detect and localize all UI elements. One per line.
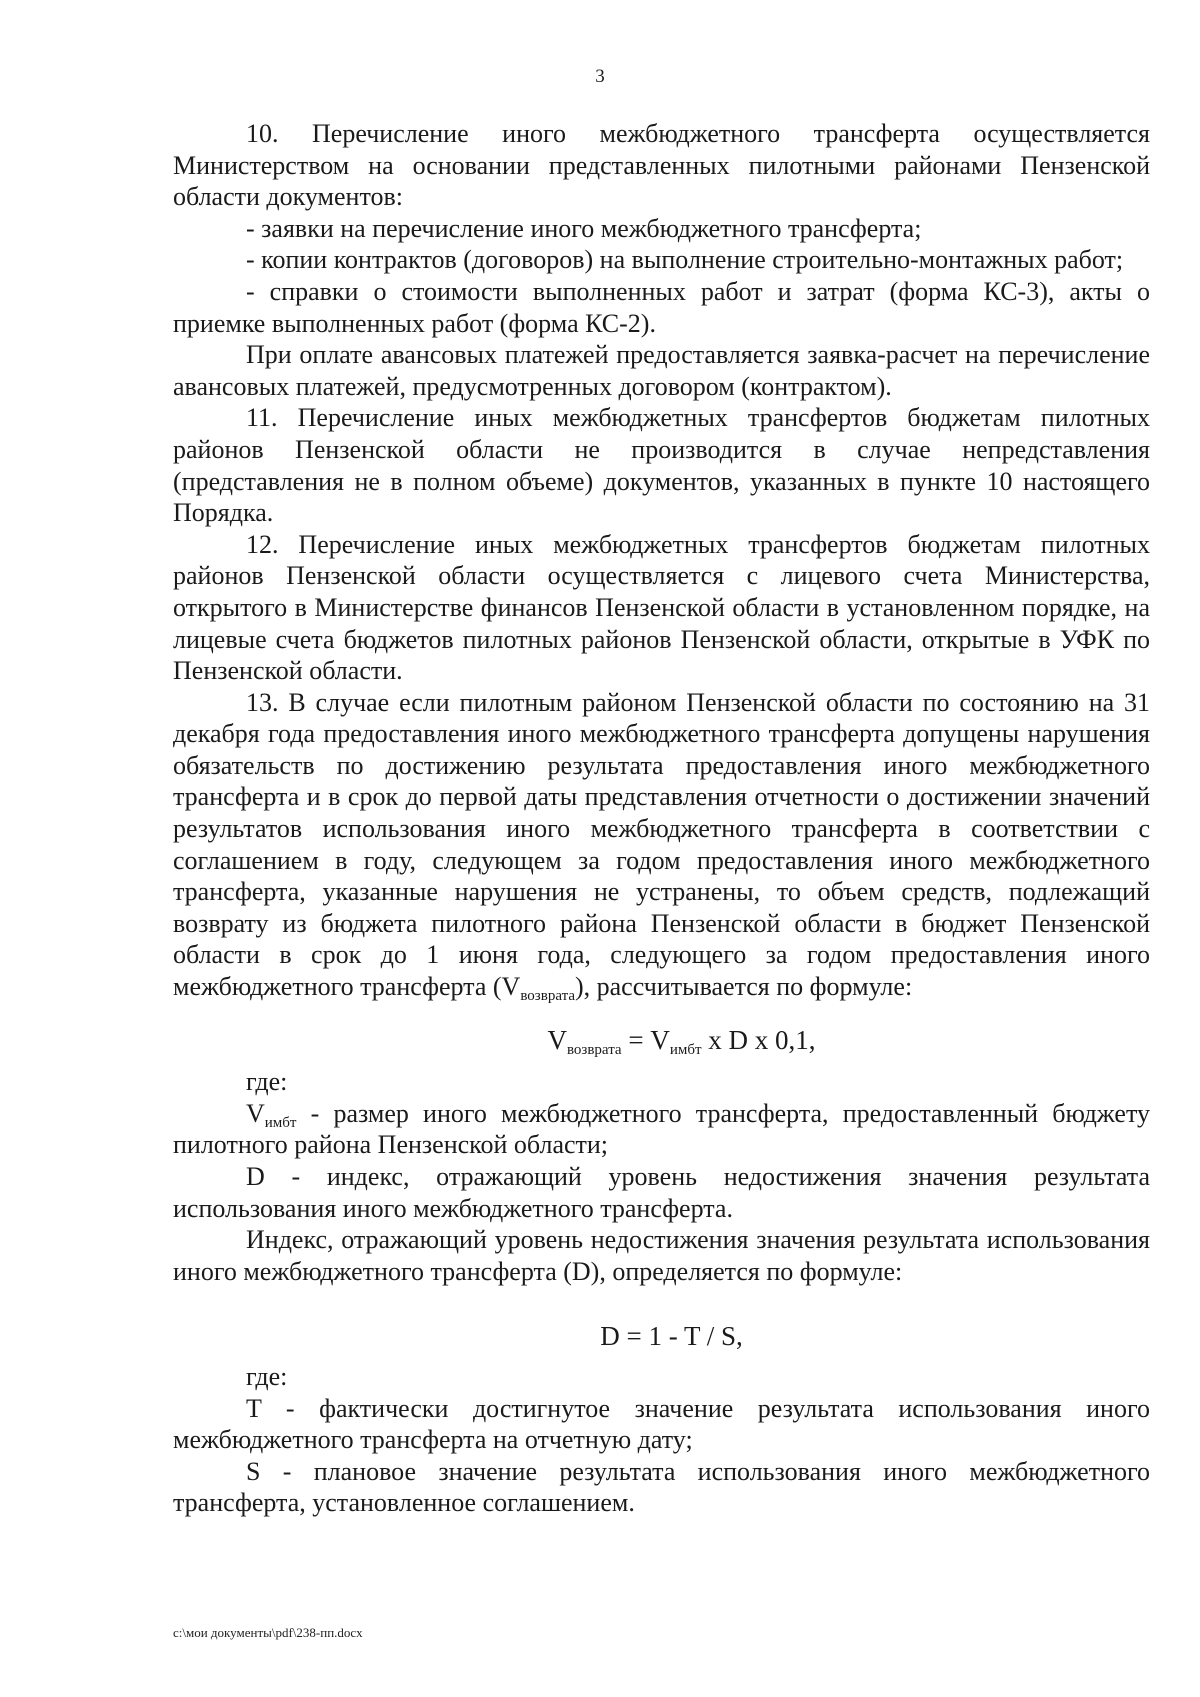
formula-rhs-tail: х D х 0,1,	[701, 1024, 816, 1055]
page-number: 3	[595, 66, 605, 87]
definition-d: D - индекс, отражающий уровень недостижения значения результата использования иного межбюджетного трансферта.	[173, 1162, 1150, 1223]
document-body	[173, 118, 1150, 1519]
paragraph-10: 10. Перечисление иного межбюджетного трансферта осуществляется Министерством на основании представленных пилотными районами Пензенской области документов:	[173, 119, 1150, 212]
vimbt-var: V	[246, 1098, 265, 1128]
formula-lhs-sub: возврата	[566, 1041, 622, 1058]
where-label-2: где:	[246, 1361, 288, 1391]
paragraph-12: 12. Перечисление иных межбюджетных трансфертов бюджетам пилотных районов Пензенской области осуществляется с лицевого счета Министерства, открытого в Министерстве финансов Пензенской области в установленном порядке, на лицевые счета бюджетов пилотных районов Пензенской области, открытые в УФК по Пензенской области.	[173, 529, 1150, 686]
vimbt-sub: имбт	[264, 1114, 297, 1131]
definition-t: T - фактически достигнутое значение результата использования иного межбюджетного трансферта на отчетную дату;	[173, 1393, 1150, 1455]
formula-return	[173, 1003, 1150, 1067]
paragraph-index: Индекс, отражающий уровень недостижения значения результата использования иного межбюджетного трансферта (D), определяется по формуле:	[173, 1225, 1150, 1286]
formula-index: D = 1 - T / S,	[600, 1321, 743, 1352]
v-return-sub: возврата	[520, 988, 575, 1005]
paragraph-13	[173, 687, 1150, 1003]
v-return-var: V	[501, 972, 521, 1002]
definition-s: S - плановое значение результата использования иного межбюджетного трансферта, установленное соглашением.	[173, 1456, 1150, 1518]
formula-rhs-sub: имбт	[669, 1041, 702, 1058]
definition-vimbt	[173, 1098, 1150, 1161]
where-label-1: где:	[246, 1067, 288, 1097]
vimbt-definition: - размер иного межбюджетного трансферта, предоставленный бюджету пилотного района Пензенской области;	[173, 1098, 1150, 1160]
paragraph-advance-payments: При оплате авансовых платежей предоставляется заявка-расчет на перечисление авансовых платежей, предусмотренных договором (контрактом).	[173, 340, 1150, 401]
list-item-contracts: - копии контрактов (договоров) на выполнение строительно-монтажных работ;	[246, 245, 1124, 275]
formula-rhs-var: V	[650, 1024, 670, 1055]
footer-file-path: c:\мои документы\pdf\238-пп.docx	[173, 1625, 363, 1640]
paragraph-13-tail: ), рассчитывается по формуле:	[574, 972, 913, 1002]
formula-eq: =	[621, 1024, 651, 1055]
list-item-certificates: - справки о стоимости выполненных работ и затрат (форма КС-3), акты о приемке выполненных работ (форма КС-2).	[173, 276, 1150, 338]
paragraph-11: 11. Перечисление иных межбюджетных трансфертов бюджетам пилотных районов Пензенской области не производится в случае непредставления (представления не в полном объеме) документов, указанных в пункте 10 настоящего Порядка.	[173, 403, 1150, 528]
paragraph-13-text: 13. В случае если пилотным районом Пензенской области по состоянию на 31 декабря года предоставления иного межбюджетного трансферта допущены нарушения обязательств по достижению результата предоставления иного межбюджетного трансферта и в срок до первой даты представления отчетности о достижении значений результатов использования иного межбюджетного трансферта в соответствии с соглашением в году, следующем за годом предоставления иного межбюджетного трансферта, указанные нарушения не устранены, то объем средств, подлежащий возврату из бюджета пилотного района Пензенской области в бюджет Пензенской области в срок до 1 июня года, следующего за годом предоставления иного межбюджетного трансферта (	[173, 687, 1150, 1002]
list-item-requests: - заявки на перечисление иного межбюджетного трансферта;	[246, 213, 922, 243]
formula-lhs-var: V	[547, 1024, 567, 1055]
